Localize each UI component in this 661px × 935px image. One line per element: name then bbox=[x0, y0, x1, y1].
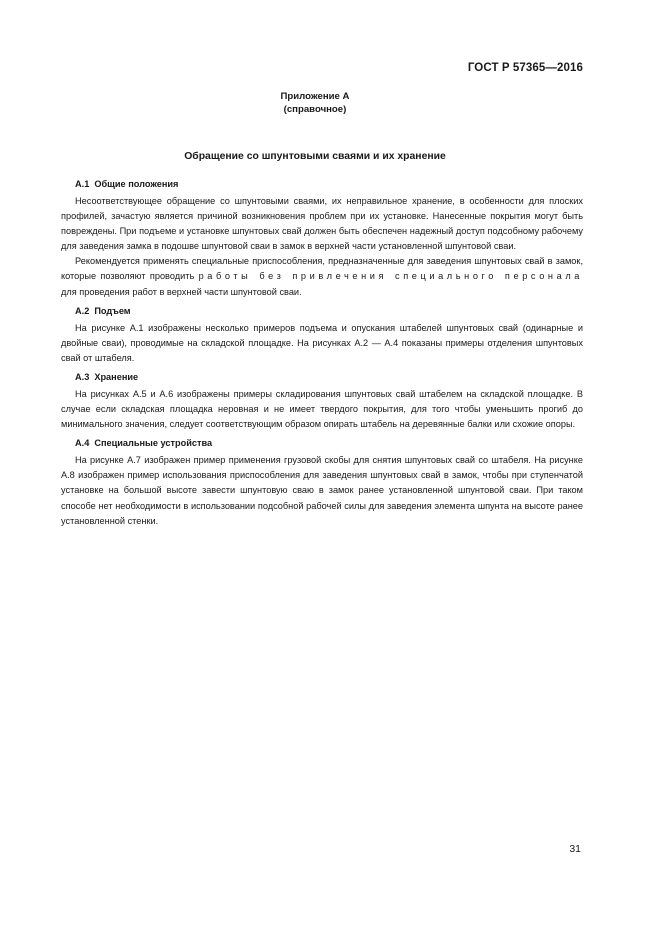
paragraph-text: Рекомендуется применять специальные приспособления, предназначенные для заведения шпунтовых свай в замок, которые позволяют проводить bbox=[61, 256, 583, 282]
section-number: А.4 bbox=[75, 438, 90, 449]
section-storage bbox=[61, 371, 583, 432]
section-heading bbox=[75, 437, 583, 450]
paragraph: Несоответствующее обращение со шпунтовыми сваями, их неправильное хранение, в особенности для плоских профилей, зачастую является причиной возникновения проблем при их установке. Нанесенные покрытия могут быть повреждены. При подъеме и установке шпунтовых свай должен быть обеспечен надежный доступ подсобному рабочему для заведения замка в подошве шпунтовой сваи в замок в верхней части установленной шпунтовой сваи. bbox=[61, 196, 583, 252]
standard-code: ГОСТ Р 57365—2016 bbox=[467, 62, 583, 74]
section-title: Подъем bbox=[94, 305, 131, 316]
section-title: Специальные устройства bbox=[94, 438, 213, 449]
section-number: А.1 bbox=[75, 179, 90, 189]
page-number: 31 bbox=[569, 843, 581, 855]
main-title: Обращение со шпунтовыми сваями и их хранение bbox=[184, 151, 446, 162]
section-general bbox=[61, 178, 583, 300]
paragraph: На рисунках А.5 и А.6 изображены примеры складирования шпунтовых свай штабелем на складской площадке. В случае если складская площадка неровная и не имеет твердого покрытия, для того чтобы уменьшить прогиб до минимального значения, следует соответствующим образом опирать штабель на деревянные балки или схожие опоры. bbox=[61, 388, 583, 430]
section-heading bbox=[75, 371, 583, 384]
section-title: Общие положения bbox=[94, 179, 179, 189]
paragraph: На рисунке А.7 изображен пример применения грузовой скобы для снятия шпунтовых свай со штабеля. На рисунке А.8 изображен пример использования приспособления для заведения шпунтовых свай в замок, чтобы при ступенчатой установке на большой высоте завести шпунтовую сваю в замок ранее установленной шпунтовой сваи. При таком способе нет необходимости в использовании подсобной рабочей силы для заведения элемента шпунта на высоте ранее установленной стенки. bbox=[61, 455, 583, 526]
paragraph bbox=[61, 254, 583, 299]
paragraph: На рисунке А.1 изображены несколько примеров подъема и опускания штабелей шпунтовых свай (одинарные и двойные сваи), проводимые на складской площадке. На рисунках А.2 — А.4 показаны примеры отделения шпунтовых свай от штабеля. bbox=[61, 322, 583, 363]
spaced-text: работы без привлечения специального персонала bbox=[198, 271, 583, 282]
section-number: А.2 bbox=[75, 305, 90, 316]
document-body bbox=[61, 178, 583, 534]
section-lifting bbox=[61, 305, 583, 366]
appendix-title: Приложение А bbox=[280, 91, 350, 102]
section-number: А.3 bbox=[75, 371, 90, 382]
section-heading bbox=[75, 178, 583, 191]
paragraph-text: для проведения работ в верхней части шпунтовой сваи. bbox=[61, 286, 302, 297]
section-title: Хранение bbox=[94, 371, 139, 382]
appendix-subtitle: (справочное) bbox=[283, 104, 347, 115]
section-special-devices bbox=[61, 437, 583, 528]
section-heading bbox=[75, 305, 583, 318]
appendix-heading bbox=[0, 90, 630, 116]
